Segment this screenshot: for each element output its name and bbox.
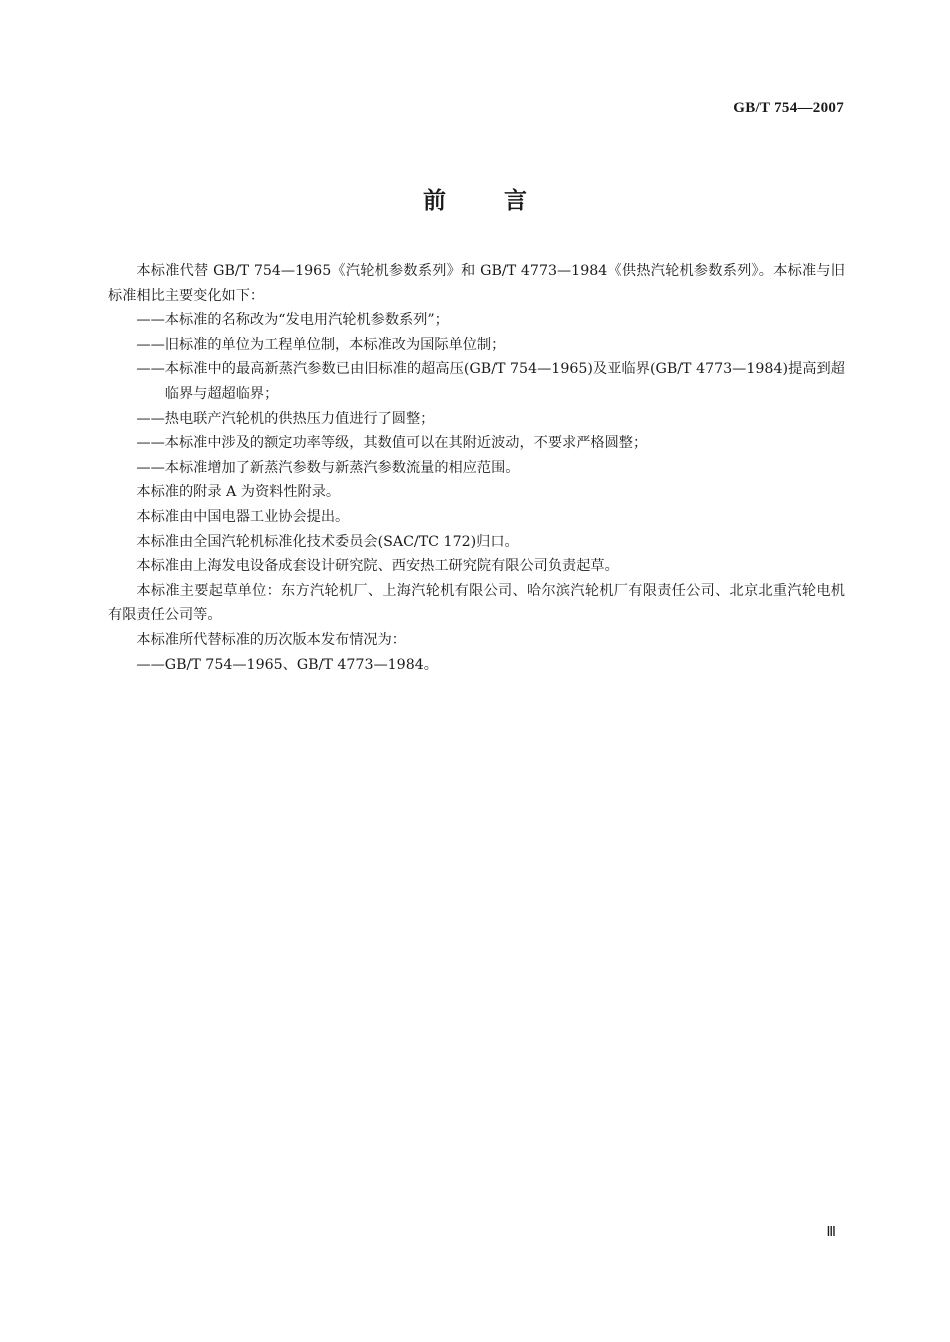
change-item-text: 本标准中的最高新蒸汽参数已由旧标准的超高压(GB/T 754—1965)及亚临界(GB/T 4773—1984)提高到超临界与超超临界； (164, 361, 845, 402)
paragraph-history: 本标准所代替标准的历次版本发布情况为： (136, 631, 406, 648)
change-list (108, 308, 845, 480)
dash-mark: —— (136, 459, 165, 476)
dash-mark: —— (136, 312, 165, 329)
paragraph-appendix: 本标准的附录 A 为资料性附录。 (136, 484, 341, 501)
change-item-units (136, 333, 845, 358)
page-number: Ⅲ (826, 1225, 836, 1240)
paragraph-main-drafters: 本标准主要起草单位：东方汽轮机厂、上海汽轮机有限公司、哈尔滨汽轮机厂有限责任公司、北京北重汽轮电机有限责任公司等。 (108, 582, 845, 624)
dash-mark: —— (136, 336, 165, 353)
history-item (136, 653, 845, 678)
change-item-power-rating (136, 431, 845, 456)
change-item-text: 旧标准的单位为工程单位制，本标准改为国际单位制； (164, 336, 506, 353)
change-item-text: 本标准的名称改为“发电用汽轮机参数系列”； (164, 312, 449, 329)
paragraph-proposer: 本标准由中国电器工业协会提出。 (136, 508, 350, 525)
change-item-heating-pressure (136, 407, 845, 432)
dash-mark: —— (136, 435, 165, 452)
change-item-text: 热电联产汽轮机的供热压力值进行了圆整； (164, 410, 435, 427)
history-item-text: GB/T 754—1965、GB/T 4773—1984。 (164, 656, 438, 673)
paragraph-committee: 本标准由全国汽轮机标准化技术委员会(SAC/TC 172)归口。 (136, 533, 519, 550)
change-item-text: 本标准增加了新蒸汽参数与新蒸汽参数流量的相应范围。 (164, 459, 520, 476)
standard-number-header: GB/T 754—2007 (733, 100, 844, 116)
paragraph-replacement-note: 本标准代替 GB/T 754—1965《汽轮机参数系列》和 GB/T 4773—1984《供热汽轮机参数系列》。本标准与旧标准相比主要变化如下： (108, 263, 845, 304)
change-item-steam-params (136, 357, 845, 406)
paragraph-drafter: 本标准由上海发电设备成套设计研究院、西安热工研究院有限公司负责起草。 (136, 558, 619, 575)
change-item-text: 本标准中涉及的额定功率等级，其数值可以在其附近波动，不要求严格圆整； (164, 435, 648, 452)
dash-mark: —— (136, 361, 165, 378)
dash-mark: —— (136, 656, 165, 673)
change-item-title (136, 308, 845, 333)
page-title: 前言 (423, 188, 585, 214)
foreword-body (108, 259, 845, 677)
dash-mark: —— (136, 410, 165, 427)
history-list (108, 653, 845, 678)
change-item-flow-range (136, 456, 845, 481)
